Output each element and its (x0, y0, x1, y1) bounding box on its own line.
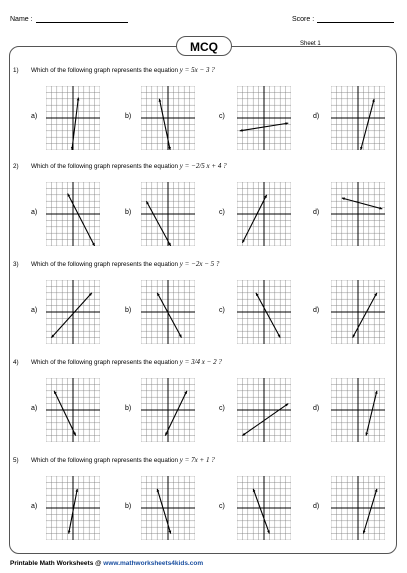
option-graph[interactable] (237, 182, 291, 246)
question-equation: y = 5x − 3 ? (179, 66, 215, 74)
footer (10, 560, 203, 567)
coordinate-grid (331, 280, 385, 344)
page-title: MCQ (176, 36, 232, 56)
question-text (13, 358, 222, 366)
coordinate-grid (46, 280, 100, 344)
option-graph[interactable] (237, 378, 291, 442)
coordinate-grid (141, 182, 195, 246)
option-label[interactable]: d) (313, 307, 320, 314)
option-label[interactable]: a) (31, 503, 38, 510)
option-label[interactable]: a) (31, 307, 38, 314)
name-line[interactable] (36, 14, 128, 23)
graph-line (353, 293, 377, 338)
coordinate-grid (46, 182, 100, 246)
option-label[interactable]: a) (31, 209, 38, 216)
option-label[interactable]: d) (313, 113, 320, 120)
coordinate-grid (237, 86, 291, 150)
graph-line (242, 404, 288, 436)
coordinate-grid (237, 476, 291, 540)
question-text (13, 162, 227, 170)
score-field (292, 14, 394, 23)
question-equation: y = 7x + 1 ? (179, 456, 215, 464)
option-graph[interactable] (331, 476, 385, 540)
option-label[interactable]: b) (125, 307, 132, 314)
option-label[interactable]: b) (125, 503, 132, 510)
graph-line (51, 293, 92, 338)
coordinate-grid (331, 182, 385, 246)
graph-line (253, 489, 269, 534)
option-graph[interactable] (237, 86, 291, 150)
question-number: 3) (13, 261, 19, 268)
question-prompt: Which of the following graph represents the equation (31, 457, 180, 464)
graph-line (256, 293, 280, 338)
option-graph[interactable] (331, 86, 385, 150)
option-graph[interactable] (141, 86, 195, 150)
question-number: 5) (13, 457, 19, 464)
arrow-head (267, 530, 270, 533)
graph-line (157, 489, 171, 534)
graph-line (54, 391, 76, 436)
coordinate-grid (237, 182, 291, 246)
option-graph[interactable] (237, 280, 291, 344)
option-label[interactable]: c) (219, 503, 225, 510)
question-prompt: Which of the following graph represents the equation (31, 163, 180, 170)
question-prompt: Which of the following graph represents the equation (31, 67, 180, 74)
score-line[interactable] (317, 14, 394, 23)
coordinate-grid (141, 86, 195, 150)
question-equation: y = −2x − 5 ? (179, 260, 220, 268)
coordinate-grid (141, 280, 195, 344)
footer-brand: Printable Math Worksheets @ (10, 560, 102, 567)
option-graph[interactable] (46, 476, 100, 540)
name-field (10, 14, 128, 23)
coordinate-grid (331, 378, 385, 442)
option-graph[interactable] (141, 378, 195, 442)
graph-line (366, 391, 377, 436)
graph-line (363, 489, 377, 534)
option-label[interactable]: b) (125, 209, 132, 216)
question-text (13, 456, 215, 464)
coordinate-grid (46, 378, 100, 442)
option-graph[interactable] (331, 280, 385, 344)
option-graph[interactable] (331, 182, 385, 246)
option-label[interactable]: d) (313, 209, 320, 216)
coordinate-grid (331, 476, 385, 540)
question-text (13, 260, 219, 268)
option-graph[interactable] (46, 280, 100, 344)
coordinate-grid (141, 378, 195, 442)
option-label[interactable]: b) (125, 405, 132, 412)
option-label[interactable]: d) (313, 503, 320, 510)
option-label[interactable]: d) (313, 405, 320, 412)
graph-line (165, 391, 187, 436)
option-label[interactable]: a) (31, 405, 38, 412)
option-label[interactable]: c) (219, 405, 225, 412)
question-number: 4) (13, 359, 19, 366)
option-label[interactable]: c) (219, 209, 225, 216)
graph-line (157, 293, 181, 338)
option-graph[interactable] (141, 182, 195, 246)
coordinate-grid (331, 86, 385, 150)
graph-line (342, 198, 383, 209)
option-graph[interactable] (46, 378, 100, 442)
option-graph[interactable] (46, 86, 100, 150)
option-graph[interactable] (331, 378, 385, 442)
question-number: 2) (13, 163, 19, 170)
question-prompt: Which of the following graph represents the equation (31, 261, 180, 268)
coordinate-grid (141, 476, 195, 540)
option-graph[interactable] (141, 476, 195, 540)
option-label[interactable]: a) (31, 113, 38, 120)
question-number: 1) (13, 67, 19, 74)
question-equation: y = 3/4 x − 2 ? (179, 358, 222, 366)
question-equation: y = −2/5 x + 4 ? (179, 162, 227, 170)
option-label[interactable]: b) (125, 113, 132, 120)
coordinate-grid (46, 86, 100, 150)
option-graph[interactable] (46, 182, 100, 246)
coordinate-grid (46, 476, 100, 540)
coordinate-grid (237, 280, 291, 344)
option-label[interactable]: c) (219, 113, 225, 120)
coordinate-grid (237, 378, 291, 442)
question-prompt: Which of the following graph represents the equation (31, 359, 180, 366)
option-label[interactable]: c) (219, 307, 225, 314)
option-graph[interactable] (141, 280, 195, 344)
question-text (13, 66, 215, 74)
footer-url[interactable]: www.mathworksheets4kids.com (103, 560, 204, 567)
arrow-head (253, 489, 256, 492)
sheet-label: Sheet 1 (300, 41, 321, 47)
option-graph[interactable] (237, 476, 291, 540)
graph-line (146, 201, 170, 246)
graph-line (242, 195, 266, 243)
score-label: Score : (292, 16, 315, 23)
name-label: Name : (10, 16, 33, 23)
